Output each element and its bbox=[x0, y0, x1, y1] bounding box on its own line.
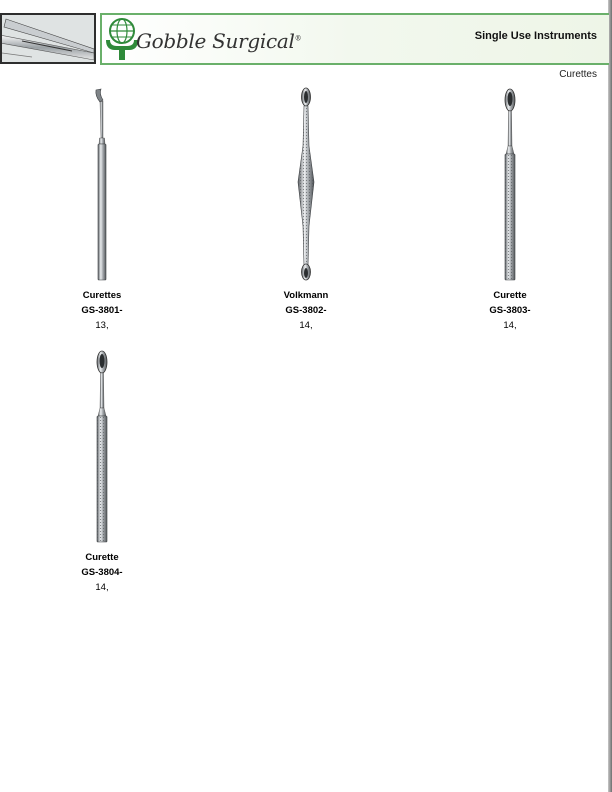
product-size: 13, bbox=[95, 320, 109, 331]
scissors-closeup-icon bbox=[2, 15, 94, 62]
curette-instrument-icon bbox=[90, 350, 114, 544]
volkmann-curette-instrument-icon bbox=[293, 86, 319, 282]
curette-instrument-icon bbox=[498, 88, 522, 282]
product-size: 14, bbox=[299, 320, 313, 331]
product-name: Curette bbox=[493, 290, 527, 301]
product-code: GS-3801- bbox=[81, 305, 123, 316]
product-caption bbox=[450, 288, 570, 333]
product-card[interactable] bbox=[42, 350, 162, 595]
product-name: Curette bbox=[85, 552, 119, 563]
product-card[interactable] bbox=[42, 88, 162, 333]
product-card[interactable] bbox=[246, 86, 366, 333]
product-code: GS-3803- bbox=[489, 305, 531, 316]
product-name: Curettes bbox=[82, 290, 122, 301]
product-code: GS-3802- bbox=[285, 305, 327, 316]
category-label: Curettes bbox=[559, 69, 597, 80]
header-banner bbox=[100, 13, 609, 65]
curette-instrument-icon bbox=[90, 88, 114, 282]
globe-logo-icon bbox=[105, 16, 139, 62]
brand-name: Gobble Surgical® bbox=[136, 29, 302, 53]
product-code: GS-3804- bbox=[81, 567, 123, 578]
product-caption bbox=[246, 288, 366, 333]
product-size: 14, bbox=[95, 582, 109, 593]
product-card[interactable] bbox=[450, 88, 570, 333]
product-caption bbox=[42, 288, 162, 333]
header-instrument-thumbnail bbox=[0, 13, 96, 64]
page-title: Single Use Instruments bbox=[474, 30, 597, 42]
product-size: 14, bbox=[503, 320, 517, 331]
page-edge-shadow bbox=[608, 0, 612, 792]
product-caption bbox=[42, 550, 162, 595]
product-name: Volkmann bbox=[283, 290, 329, 301]
